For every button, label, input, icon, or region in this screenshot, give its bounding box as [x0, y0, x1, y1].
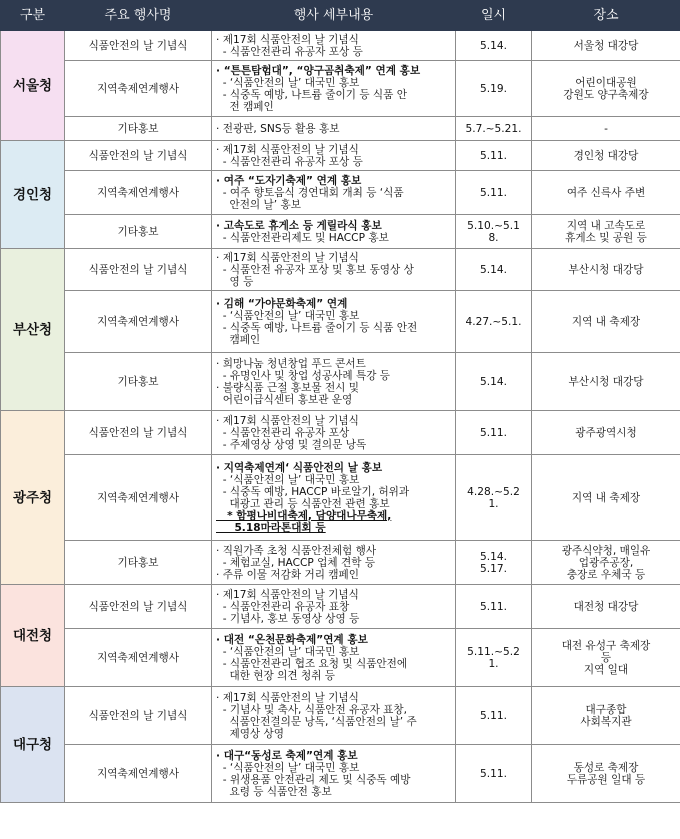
place-line: 지역 내 축제장: [571, 491, 641, 504]
date-line: 4.27.~5.1.: [465, 315, 522, 328]
detail-line: 대광고 관리 등 식품안전 관련 홍보: [216, 497, 390, 510]
date-line: 5.11.: [480, 149, 507, 162]
header-place: 장소: [532, 1, 680, 31]
place-cell: [532, 249, 680, 291]
event-name-cell: 식품안전의 날 기념식: [65, 249, 212, 291]
date-cell: [456, 585, 532, 629]
place-line: 대구종합: [585, 703, 627, 716]
event-detail-cell: [212, 687, 456, 745]
detail-line: - ‘식품안전의 날’ 대국민 홍보: [216, 645, 360, 658]
event-name-cell: 기타홍보: [65, 541, 212, 585]
place-line: 두류공원 일대 등: [566, 773, 646, 786]
date-cell: [456, 117, 532, 141]
place-line: 대전청 대강당: [573, 600, 639, 613]
detail-line: - 식중독 예방, 나트륨 줄이기 등 식품 안전: [216, 321, 418, 334]
table-body: [1, 31, 680, 803]
place-line: 지역 내 축제장: [571, 315, 641, 328]
event-name-cell: 기타홍보: [65, 215, 212, 249]
event-detail-cell: [212, 745, 456, 803]
detail-line: - 식품안전관리 유공자 포상 등: [216, 155, 363, 168]
detail-line: 요령 등 식품안전 홍보: [216, 785, 332, 798]
detail-line: - ‘식품안전의 날’ 대국민 홍보: [216, 76, 360, 89]
date-cell: [456, 171, 532, 215]
table-row: [1, 61, 680, 117]
date-cell: [456, 687, 532, 745]
detail-line: · 여주 “도자기축제” 연계 홍보: [216, 174, 362, 187]
detail-line: - 식품안전관리 유공자 표창: [216, 600, 350, 613]
date-line: 5.11.: [480, 709, 507, 722]
event-name-cell: 기타홍보: [65, 117, 212, 141]
place-cell: [532, 215, 680, 249]
table-row: [1, 353, 680, 411]
detail-line: · 직원가족 초청 식품안전체험 행사: [216, 544, 377, 557]
header-row: [1, 1, 680, 31]
date-cell: [456, 411, 532, 455]
place-line: 휴게소 및 공원 등: [565, 231, 647, 244]
detail-line: · 불량식품 근절 홍보물 전시 및: [216, 381, 360, 394]
detail-line: - 위생용품 안전관리 제도 및 식중독 예방: [216, 773, 411, 786]
detail-line: - 식품안전관리 유공자 포상 등: [216, 45, 363, 58]
place-line: 서울청 대강당: [573, 39, 639, 52]
detail-line: · 제17회 식품안전의 날 기념식: [216, 691, 359, 704]
detail-line: - 여주 향토음식 경연대회 개최 등 ‘식품: [216, 186, 404, 199]
event-name-cell: 식품안전의 날 기념식: [65, 585, 212, 629]
detail-line: 5.18마라톤대회 등: [216, 521, 326, 534]
detail-line: · 대전 “온천문화축제”연계 홍보: [216, 633, 368, 646]
detail-line: - 주제영상 상영 및 결의문 낭독: [216, 438, 367, 451]
event-name-cell: 식품안전의 날 기념식: [65, 31, 212, 61]
header-event-name: 주요 행사명: [65, 1, 212, 31]
place-cell: [532, 745, 680, 803]
place-line: 충장로 우체국 등: [566, 568, 646, 581]
date-cell: [456, 541, 532, 585]
date-cell: [456, 291, 532, 353]
table-row: [1, 291, 680, 353]
table-row: [1, 31, 680, 61]
place-line: 사회복지관: [580, 715, 632, 728]
event-detail-cell: [212, 61, 456, 117]
place-line: 등: [600, 651, 612, 664]
detail-line: - 기념사, 홍보 동영상 상영 등: [216, 612, 360, 625]
detail-line: - 기념사 및 축사, 식품안전 유공자 표창,: [216, 703, 407, 716]
event-name-cell: 식품안전의 날 기념식: [65, 411, 212, 455]
date-cell: [456, 61, 532, 117]
date-line: 5.14.: [480, 375, 507, 388]
date-line: 5.19.: [480, 82, 507, 95]
event-name-cell: 기타홍보: [65, 353, 212, 411]
place-cell: [532, 585, 680, 629]
date-line: 8.: [488, 231, 499, 244]
date-line: 5.14.: [480, 39, 507, 52]
detail-line: 전 캠페인: [216, 100, 274, 113]
table-row: [1, 455, 680, 541]
place-line: 대전 유성구 축제장: [561, 639, 651, 652]
table-row: [1, 629, 680, 687]
event-name-cell: 지역축제연계행사: [65, 61, 212, 117]
table-row: [1, 141, 680, 171]
detail-line: · 전광판, SNS등 활용 홍보: [216, 122, 340, 135]
place-line: 경인청 대강당: [573, 149, 639, 162]
event-name-cell: 지역축제연계행사: [65, 171, 212, 215]
place-line: 지역 일대: [583, 663, 629, 676]
date-cell: [456, 353, 532, 411]
table-row: [1, 215, 680, 249]
place-cell: [532, 411, 680, 455]
detail-line: - ‘식품안전의 날’ 대국민 홍보: [216, 309, 360, 322]
date-cell: [456, 249, 532, 291]
detail-line: - ‘식품안전의 날’ 대국민 홍보: [216, 473, 360, 486]
date-cell: [456, 629, 532, 687]
date-cell: [456, 31, 532, 61]
detail-line: * 함평나비대축제, 담양대나무축제,: [216, 509, 392, 522]
place-line: 부산시청 대강당: [568, 263, 644, 276]
event-detail-cell: [212, 353, 456, 411]
header-date: 일시: [456, 1, 532, 31]
event-name-cell: 지역축제연계행사: [65, 455, 212, 541]
place-cell: [532, 141, 680, 171]
event-detail-cell: [212, 117, 456, 141]
place-cell: [532, 31, 680, 61]
place-cell: [532, 171, 680, 215]
table-row: [1, 585, 680, 629]
region-cell: 광주청: [1, 411, 65, 585]
event-detail-cell: [212, 455, 456, 541]
detail-line: 식품안전결의문 낭독, ‘식품안전의 날’ 주: [216, 715, 417, 728]
event-detail-cell: [212, 629, 456, 687]
table-row: [1, 745, 680, 803]
date-line: 1.: [488, 657, 499, 670]
detail-line: 대한 현장 의견 청취 등: [216, 669, 336, 682]
place-line: -: [604, 122, 608, 135]
date-line: 5.14.: [480, 263, 507, 276]
detail-line: · 대구“동성로 축제”연계 홍보: [216, 749, 358, 762]
place-line: 광주광역시청: [575, 426, 637, 439]
detail-line: · 주류 이물 저감화 거리 캠페인: [216, 568, 360, 581]
detail-line: - 식품안전 유공자 포상 및 홍보 동영상 상: [216, 263, 414, 276]
date-line: 5.11.: [480, 600, 507, 613]
table-row: [1, 117, 680, 141]
date-line: 5.14.: [480, 550, 507, 563]
place-cell: [532, 541, 680, 585]
place-line: 지역 내 고속도로: [566, 219, 646, 232]
detail-line: · 희망나눔 청년창업 푸드 콘서트: [216, 357, 366, 370]
place-cell: [532, 455, 680, 541]
header-region: 구분: [1, 1, 65, 31]
detail-line: · 제17회 식품안전의 날 기념식: [216, 414, 359, 427]
detail-line: 영 등: [216, 275, 254, 288]
region-cell: 대구청: [1, 687, 65, 803]
table-row: [1, 541, 680, 585]
place-cell: [532, 687, 680, 745]
detail-line: 캠페인: [216, 333, 261, 346]
date-line: 5.11.~5.2: [467, 645, 520, 658]
detail-line: · “튼튼탐험대”, “양구곰취축제” 연계 홍보: [216, 64, 421, 77]
place-cell: [532, 61, 680, 117]
detail-line: · 지역축제연계‘ 식품안전의 날 홍보: [216, 461, 383, 474]
detail-line: - 식품안전관리 유공자 포상: [216, 426, 350, 439]
event-detail-cell: [212, 31, 456, 61]
detail-line: 안전의 날’ 홍보: [216, 198, 301, 211]
place-cell: [532, 117, 680, 141]
event-detail-cell: [212, 585, 456, 629]
detail-line: - ‘식품안전의 날’ 대국민 홍보: [216, 761, 360, 774]
event-name-cell: 식품안전의 날 기념식: [65, 687, 212, 745]
place-line: 여주 신륵사 주변: [566, 186, 646, 199]
detail-line: · 제17회 식품안전의 날 기념식: [216, 251, 359, 264]
date-line: 5.7.~5.21.: [465, 122, 522, 135]
event-detail-cell: [212, 141, 456, 171]
region-cell: 서울청: [1, 31, 65, 141]
place-line: 강원도 양구축제장: [563, 88, 649, 101]
date-line: 5.10.~5.1: [467, 219, 520, 232]
place-line: 업광주공장,: [578, 556, 634, 569]
table-row: [1, 687, 680, 745]
detail-line: · 제17회 식품안전의 날 기념식: [216, 588, 359, 601]
table-row: [1, 171, 680, 215]
event-detail-cell: [212, 411, 456, 455]
detail-line: - 체험교실, HACCP 업체 견학 등: [216, 556, 376, 569]
event-name-cell: 지역축제연계행사: [65, 291, 212, 353]
region-cell: 경인청: [1, 141, 65, 249]
date-line: 5.17.: [480, 562, 507, 575]
detail-line: - 식품안전관리제도 및 HACCP 홍보: [216, 231, 389, 244]
event-detail-cell: [212, 541, 456, 585]
detail-line: · 고속도로 휴게소 등 게릴라식 홍보: [216, 219, 382, 232]
event-name-cell: 지역축제연계행사: [65, 629, 212, 687]
event-name-cell: 식품안전의 날 기념식: [65, 141, 212, 171]
place-line: 부산시청 대강당: [568, 375, 644, 388]
date-line: 4.28.~5.2: [467, 485, 520, 498]
date-cell: [456, 141, 532, 171]
table-row: [1, 249, 680, 291]
place-cell: [532, 291, 680, 353]
date-line: 5.11.: [480, 186, 507, 199]
date-cell: [456, 215, 532, 249]
region-cell: 대전청: [1, 585, 65, 687]
event-detail-cell: [212, 171, 456, 215]
table-row: [1, 411, 680, 455]
detail-line: · 제17회 식품안전의 날 기념식: [216, 143, 359, 156]
header-event-details: 행사 세부내용: [212, 1, 456, 31]
detail-line: - 식품안전관리 협조 요청 및 식품안전에: [216, 657, 408, 670]
place-line: 광주식약청, 매일유: [561, 544, 651, 557]
detail-line: - 식중독 예방, HACCP 바로알기, 허위과: [216, 485, 410, 498]
detail-line: 제영상 상영: [216, 727, 285, 740]
place-cell: [532, 629, 680, 687]
detail-line: - 유명인사 및 창업 성공사례 특강 등: [216, 369, 391, 382]
detail-line: · 제17회 식품안전의 날 기념식: [216, 33, 359, 46]
event-detail-cell: [212, 215, 456, 249]
date-cell: [456, 455, 532, 541]
detail-line: - 식중독 예방, 나트륨 줄이기 등 식품 안: [216, 88, 407, 101]
date-line: 5.11.: [480, 426, 507, 439]
date-cell: [456, 745, 532, 803]
date-line: 1.: [488, 497, 499, 510]
detail-line: · 김해 “가야문화축제” 연계: [216, 297, 348, 310]
detail-line: 어린이급식센터 홍보관 운영: [216, 393, 353, 406]
region-cell: 부산청: [1, 249, 65, 411]
event-detail-cell: [212, 249, 456, 291]
date-line: 5.11.: [480, 767, 507, 780]
place-line: 어린이대공원: [575, 76, 637, 89]
event-detail-cell: [212, 291, 456, 353]
place-line: 동성로 축제장: [573, 761, 639, 774]
place-cell: [532, 353, 680, 411]
event-name-cell: 지역축제연계행사: [65, 745, 212, 803]
